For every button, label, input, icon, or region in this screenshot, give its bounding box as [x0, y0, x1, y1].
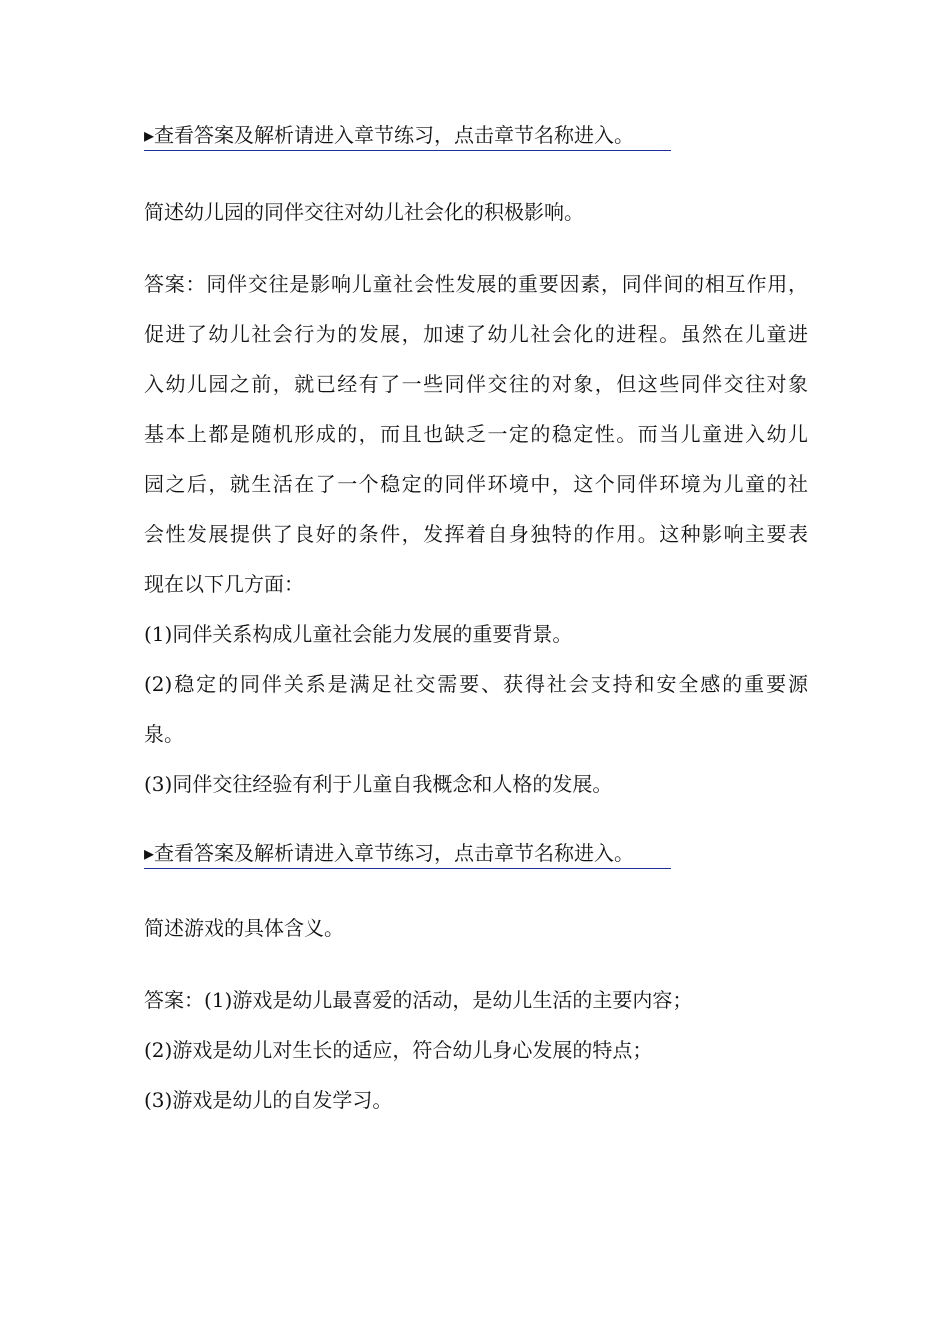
answer-1-line: 入幼儿园之前，就已经有了一些同伴交往的对象，但这些同伴交往对象 [144, 372, 808, 396]
chapter-practice-link-2[interactable]: ▸查看答案及解析请进入章节练习，点击章节名称进入。 [144, 839, 671, 869]
answer-2-point: (3)游戏是幼儿的自发学习。 [144, 1088, 393, 1112]
answer-2-point: (2)游戏是幼儿对生长的适应，符合幼儿身心发展的特点； [144, 1038, 653, 1062]
question-2: 简述游戏的具体含义。 [144, 916, 344, 940]
answer-1-line: 答案：同伴交往是影响儿童社会性发展的重要因素，同伴间的相互作用， [144, 272, 808, 296]
chapter-practice-link-1[interactable]: ▸查看答案及解析请进入章节练习，点击章节名称进入。 [144, 121, 671, 151]
answer-1-point: (2)稳定的同伴关系是满足社交需要、获得社会支持和安全感的重要源 [144, 672, 808, 696]
answer-2-point: 答案：(1)游戏是幼儿最喜爱的活动，是幼儿生活的主要内容； [144, 988, 693, 1012]
answer-1-line: 促进了幼儿社会行为的发展，加速了幼儿社会化的进程。虽然在儿童进 [144, 322, 808, 346]
answer-1-point: (1)同伴关系构成儿童社会能力发展的重要背景。 [144, 622, 573, 646]
answer-1-line: 园之后，就生活在了一个稳定的同伴环境中，这个同伴环境为儿童的社 [144, 472, 808, 496]
answer-1-line: 会性发展提供了良好的条件，发挥着自身独特的作用。这种影响主要表 [144, 522, 808, 546]
answer-1-point: (3)同伴交往经验有利于儿童自我概念和人格的发展。 [144, 772, 613, 796]
answer-1 [144, 270, 808, 820]
answer-1-line: 基本上都是随机形成的，而且也缺乏一定的稳定性。而当儿童进入幼儿 [144, 422, 808, 446]
question-1: 简述幼儿园的同伴交往对幼儿社会化的积极影响。 [144, 200, 584, 224]
answer-2 [144, 986, 808, 1136]
answer-1-line: 现在以下几方面： [144, 572, 304, 596]
answer-1-line: 泉。 [144, 722, 184, 746]
